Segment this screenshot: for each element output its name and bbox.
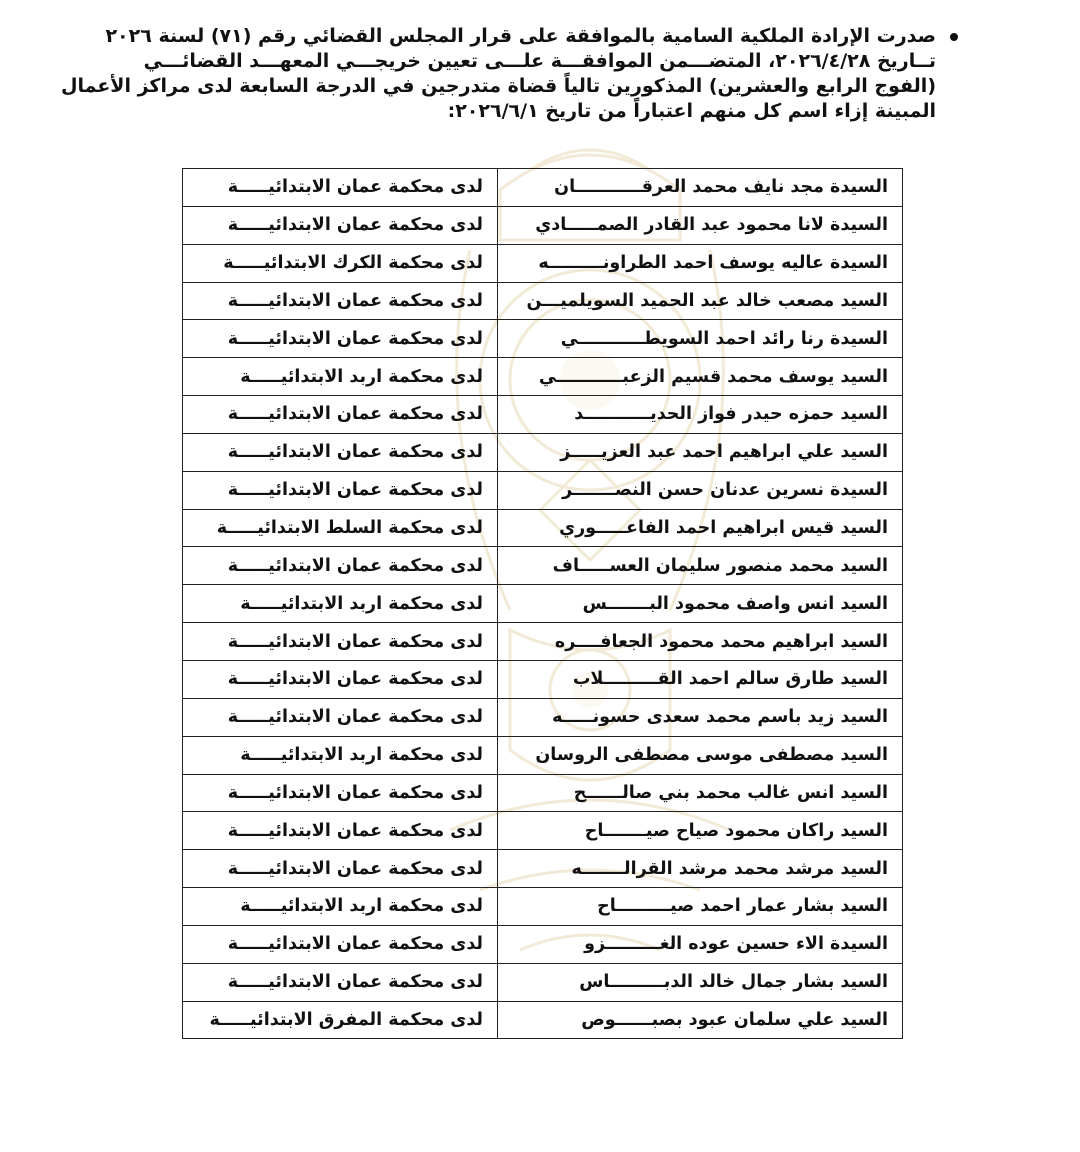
court-assignment: لدى محكمة اربد الابتدائيـــــة <box>183 585 498 623</box>
table-row <box>183 169 903 207</box>
court-assignment: لدى محكمة اربد الابتدائيـــــة <box>183 358 498 396</box>
table-row <box>183 888 903 926</box>
judge-name: السيد مصعب خالد عبد الحميد السويلميـــن <box>498 282 903 320</box>
decree-intro <box>60 24 936 124</box>
judge-name: السيد محمد منصور سليمان العســـــاف <box>498 547 903 585</box>
judge-name: السيد بشار جمال خالد الدبـــــــــاس <box>498 963 903 1001</box>
table-row <box>183 320 903 358</box>
court-assignment: لدى محكمة عمان الابتدائيـــــة <box>183 925 498 963</box>
court-assignment: لدى محكمة عمان الابتدائيـــــة <box>183 282 498 320</box>
court-assignment: لدى محكمة الكرك الابتدائيـــــة <box>183 244 498 282</box>
table-row <box>183 660 903 698</box>
table-row <box>183 774 903 812</box>
table-row <box>183 963 903 1001</box>
judge-name: السيدة رنا رائد احمد السويطـــــــــــي <box>498 320 903 358</box>
table-row <box>183 698 903 736</box>
judge-name: السيد قيس ابراهيم احمد الفاعـــــوري <box>498 509 903 547</box>
court-assignment: لدى محكمة عمان الابتدائيـــــة <box>183 660 498 698</box>
judge-name: السيدة عاليه يوسف احمد الطراونـــــــــه <box>498 244 903 282</box>
judge-name: السيد حمزه حيدر فواز الحديـــــــــــد <box>498 396 903 434</box>
judge-name: السيدة نسرين عدنان حسن النصـــــــر <box>498 471 903 509</box>
court-assignment: لدى محكمة عمان الابتدائيـــــة <box>183 206 498 244</box>
court-assignment: لدى محكمة عمان الابتدائيـــــة <box>183 471 498 509</box>
bullet-icon <box>950 33 958 41</box>
judge-name: السيد ابراهيم محمد محمود الجعافــــره <box>498 623 903 661</box>
table-row <box>183 509 903 547</box>
table-row <box>183 358 903 396</box>
court-assignment: لدى محكمة عمان الابتدائيـــــة <box>183 547 498 585</box>
court-assignment: لدى محكمة عمان الابتدائيـــــة <box>183 433 498 471</box>
judge-name: السيد يوسف محمد قسيم الزعبـــــــــــي <box>498 358 903 396</box>
court-assignment: لدى محكمة عمان الابتدائيـــــة <box>183 320 498 358</box>
table-row <box>183 471 903 509</box>
court-assignment: لدى محكمة السلط الابتدائيـــــة <box>183 509 498 547</box>
judge-name: السيد علي سلمان عبود بصبــــــوص <box>498 1001 903 1039</box>
appointments-table <box>182 168 903 1039</box>
judge-name: السيد مصطفى موسى مصطفى الروسان <box>498 736 903 774</box>
judge-name: السيد بشار عمار احمد صيـــــــــاح <box>498 888 903 926</box>
table-row <box>183 396 903 434</box>
court-assignment: لدى محكمة المفرق الابتدائيـــــة <box>183 1001 498 1039</box>
intro-line-2: تــاريخ ٢٠٢٦/٤/٢٨، المتضـــمن الموافقـــة علـــى تعيين خريجـــي المعهـــد القضائـــي <box>143 50 936 72</box>
table-row <box>183 736 903 774</box>
judge-name: السيد راكان محمود صياح صيـــــــاح <box>498 812 903 850</box>
judge-name: السيدة مجد نايف محمد العرقـــــــــــان <box>498 169 903 207</box>
table-row <box>183 547 903 585</box>
judge-name: السيد طارق سالم احمد القـــــــــلاب <box>498 660 903 698</box>
court-assignment: لدى محكمة اربد الابتدائيـــــة <box>183 888 498 926</box>
court-assignment: لدى محكمة عمان الابتدائيـــــة <box>183 812 498 850</box>
judge-name: السيد زيد باسم محمد سعدى حسونـــــه <box>498 698 903 736</box>
court-assignment: لدى محكمة عمان الابتدائيـــــة <box>183 963 498 1001</box>
table-row <box>183 1001 903 1039</box>
judge-name: السيدة لانا محمود عبد القادر الصمـــــادي <box>498 206 903 244</box>
table-row <box>183 925 903 963</box>
table-row <box>183 282 903 320</box>
judge-name: السيد انس غالب محمد بني صالــــــح <box>498 774 903 812</box>
table-row <box>183 206 903 244</box>
court-assignment: لدى محكمة عمان الابتدائيـــــة <box>183 698 498 736</box>
court-assignment: لدى محكمة عمان الابتدائيـــــة <box>183 774 498 812</box>
intro-line-3: (الفوج الرابع والعشرين) المذكورين تالياً قضاة متدرجين في الدرجة السابعة لدى مراكز الأعمال <box>60 75 936 97</box>
table-row <box>183 244 903 282</box>
court-assignment: لدى محكمة عمان الابتدائيـــــة <box>183 169 498 207</box>
table-row <box>183 623 903 661</box>
table-row <box>183 812 903 850</box>
court-assignment: لدى محكمة عمان الابتدائيـــــة <box>183 850 498 888</box>
table-row <box>183 850 903 888</box>
table-row <box>183 433 903 471</box>
intro-line-1: صدرت الإرادة الملكية السامية بالموافقة على قرار المجلس القضائي رقم (٧١) لسنة ٢٠٢٦ <box>105 25 936 47</box>
court-assignment: لدى محكمة عمان الابتدائيـــــة <box>183 623 498 661</box>
judge-name: السيد انس واصف محمود البـــــــس <box>498 585 903 623</box>
intro-line-4: المبينة إزاء اسم كل منهم اعتباراً من تاريخ ٢٠٢٦/٦/١: <box>447 100 936 122</box>
judge-name: السيدة الاء حسين عوده الغـــــــــزو <box>498 925 903 963</box>
court-assignment: لدى محكمة اربد الابتدائيـــــة <box>183 736 498 774</box>
judge-name: السيد علي ابراهيم احمد عبد العزيـــــز <box>498 433 903 471</box>
judge-name: السيد مرشد محمد مرشد القرالـــــــه <box>498 850 903 888</box>
court-assignment: لدى محكمة عمان الابتدائيـــــة <box>183 396 498 434</box>
table-row <box>183 585 903 623</box>
